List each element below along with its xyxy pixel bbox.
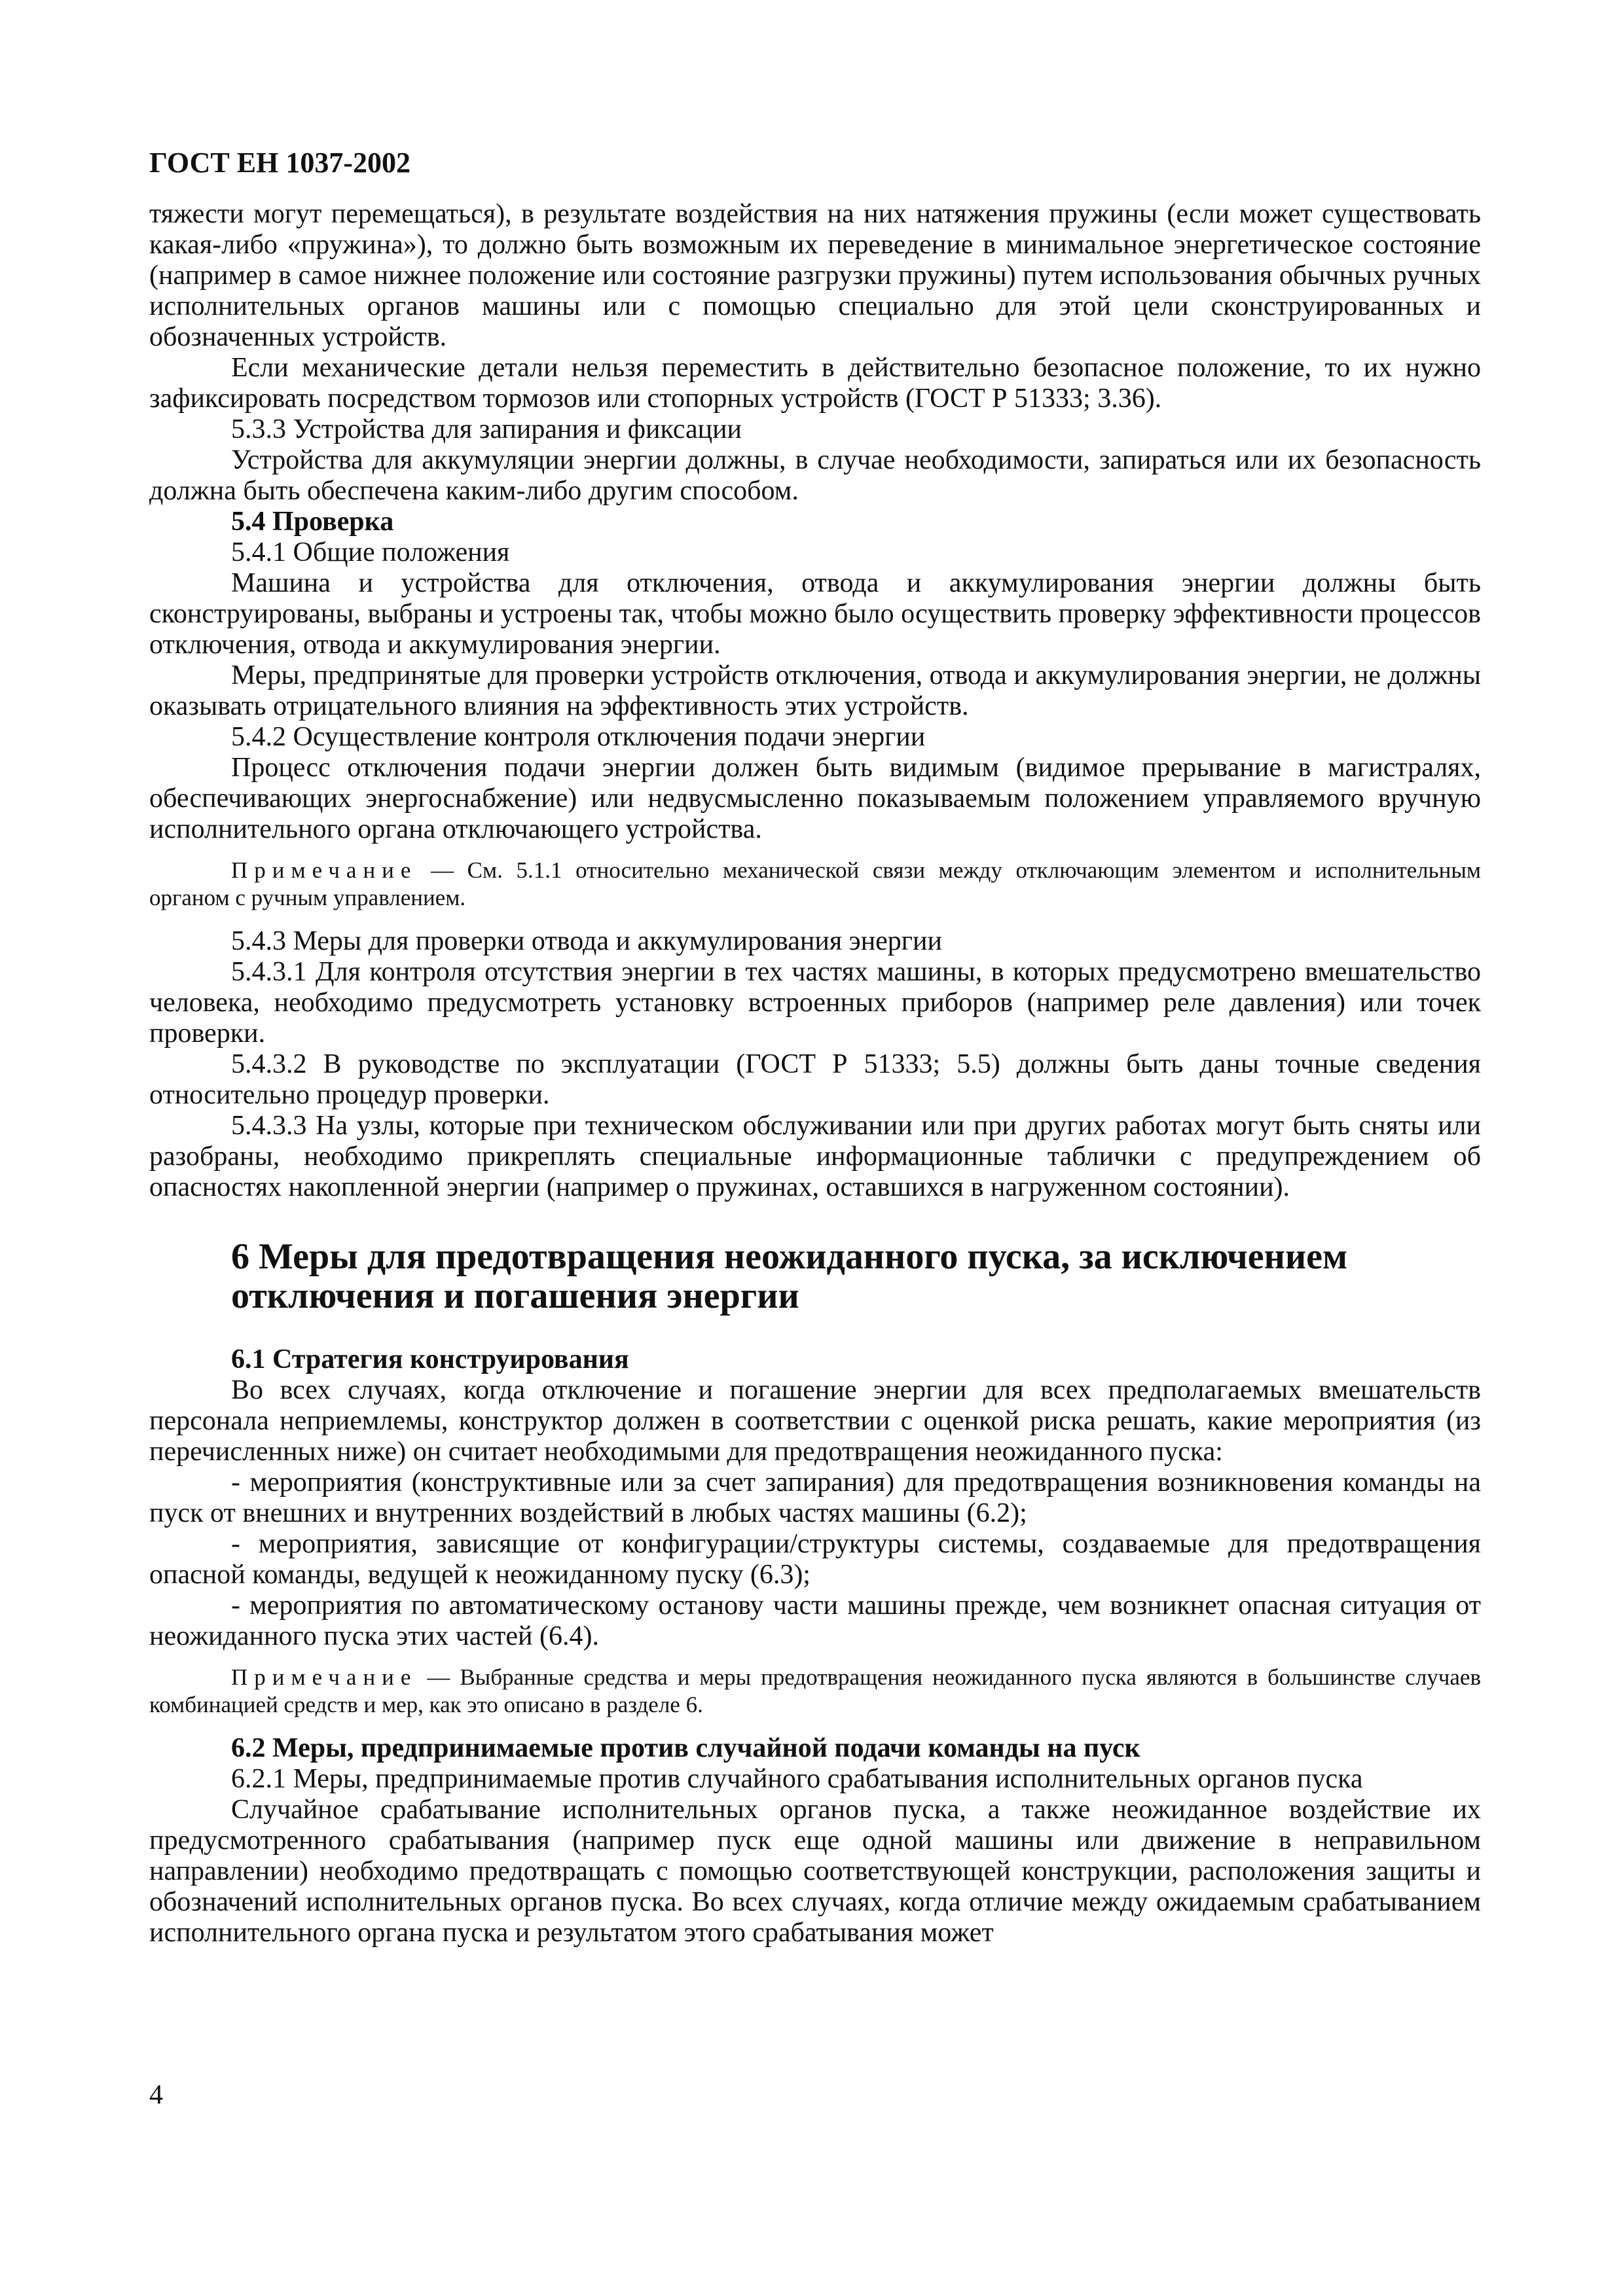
document-header: ГОСТ ЕН 1037-2002 xyxy=(149,147,411,179)
paragraph: Процесс отключения подачи энергии должен быть видимым (видимое прерывание в магистралях, обеспечивающих энергоснабжение) или недвусмысленно показываемым положением управляемого вручную исполнительного органа отключающего устройства. xyxy=(149,753,1481,844)
list-item: - мероприятия, зависящие от конфигурации/структуры системы, создаваемые для предотвращения опасной команды, ведущей к неожиданному пуску (6.3); xyxy=(149,1529,1481,1590)
subsection-title: 5.4.1 Общие положения xyxy=(231,537,510,567)
document-page xyxy=(149,145,1481,2128)
paragraph: 5.4.3.2 В руководстве по эксплуатации (ГОСТ Р 51333; 5.5) должны быть даны точные сведения относительно процедур проверки. xyxy=(149,1049,1481,1110)
paragraph: Меры, предпринятые для проверки устройств отключения, отвода и аккумулирования энергии, не должны оказывать отрицательного влияния на эффективность этих устройств. xyxy=(149,660,1481,721)
section-heading: 6.2 Меры, предпринимаемые против случайной подачи команды на пуск xyxy=(231,1733,1140,1763)
paragraph: Устройства для аккумуляции энергии должны, в случае необходимости, запираться или их безопасность должна быть обеспечена каким-либо другим способом. xyxy=(149,445,1481,506)
section-heading: 6.1 Стратегия конструирования xyxy=(231,1344,629,1374)
note-label: Примечание xyxy=(231,857,418,883)
note-text: — Выбранные средства и меры предотвращения неожиданного пуска являются в большинстве случаев комбинацией средств и мер, как это описано в разделе 6. xyxy=(149,1664,1481,1717)
chapter-heading: 6 Меры для предотвращения неожиданного пуска, за исключением отключения и погашения энергии xyxy=(231,1236,1348,1316)
paragraph: Машина и устройства для отключения, отвода и аккумулирования энергии должны быть сконструированы, выбраны и устроены так, чтобы можно было осуществить проверку эффективности процессов отключения, отвода и аккумулирования энергии. xyxy=(149,568,1481,660)
subsection-title: 5.4.2 Осуществление контроля отключения подачи энергии xyxy=(231,722,926,752)
list-item: - мероприятия (конструктивные или за счет запирания) для предотвращения возникновения команды на пуск от внешних и внутренних воздействий в любых частях машины (6.2); xyxy=(149,1467,1481,1528)
list-item: - мероприятия по автоматическому останову части машины прежде, чем возникнет опасная ситуация от неожиданного пуска этих частей (6.4). xyxy=(149,1590,1481,1651)
paragraph: 5.4.3.3 На узлы, которые при техническом обслуживании или при других работах могут быть сняты или разобраны, необходимо прикреплять специальные информационные таблички с предупреждением об опасностях накопленной энергии (например о пружинах, оставшихся в нагруженном состоянии). xyxy=(149,1111,1481,1202)
note-label: Примечание xyxy=(231,1664,418,1690)
paragraph: тяжести могут перемещаться), в результате воздействия на них натяжения пружины (если может существовать какая-либо «пружина»), то должно быть возможным их переведение в минимальное энергетическое состояние (например в самое нижнее положение или состояние разгрузки пружины) путем использования обычных ручных исполнительных органов машины или с помощью специально для этой цели сконструированных и обозначенных устройств. xyxy=(149,199,1481,352)
subsection-title: 5.4.3 Меры для проверки отвода и аккумулирования энергии xyxy=(231,926,942,956)
paragraph: 6.2.1 Меры, предпринимаемые против случайного срабатывания исполнительных органов пуска xyxy=(231,1764,1363,1794)
paragraph: 5.4.3.1 Для контроля отсутствия энергии в тех частях машины, в которых предусмотрено вмешательство человека, необходимо предусмотреть установку встроенных приборов (например реле давления) или точек проверки. xyxy=(149,957,1481,1049)
note-text: — См. 5.1.1 относительно механической связи между отключающим элементом и исполнительным органом с ручным управлением. xyxy=(149,857,1481,910)
document-body xyxy=(149,199,1481,1948)
page-number: 4 xyxy=(149,2080,163,2110)
subsection-title: 5.3.3 Устройства для запирания и фиксации xyxy=(231,414,742,444)
paragraph: Если механические детали нельзя переместить в действительно безопасное положение, то их нужно зафиксировать посредством тормозов или стопорных устройств (ГОСТ Р 51333; 3.36). xyxy=(149,353,1481,414)
note xyxy=(149,1664,1481,1719)
note xyxy=(149,857,1481,912)
section-heading: 5.4 Проверка xyxy=(231,507,394,537)
paragraph: Во всех случаях, когда отключение и погашение энергии для всех предполагаемых вмешательств персонала неприемлемы, конструктор должен в соответствии с оценкой риска решать, какие мероприятия (из перечисленных ниже) он считает необходимыми для предотвращения неожиданного пуска: xyxy=(149,1375,1481,1467)
paragraph: Случайное срабатывание исполнительных органов пуска, а также неожиданное воздействие их предусмотренного срабатывания (например пуск еще одной машины или движение в неправильном направлении) необходимо предотвращать с помощью соответствующей конструкции, расположения защиты и обозначений исполнительных органов пуска. Во всех случаях, когда отличие между ожидаемым срабатыванием исполнительного органа пуска и результатом этого срабатывания может xyxy=(149,1795,1481,1948)
